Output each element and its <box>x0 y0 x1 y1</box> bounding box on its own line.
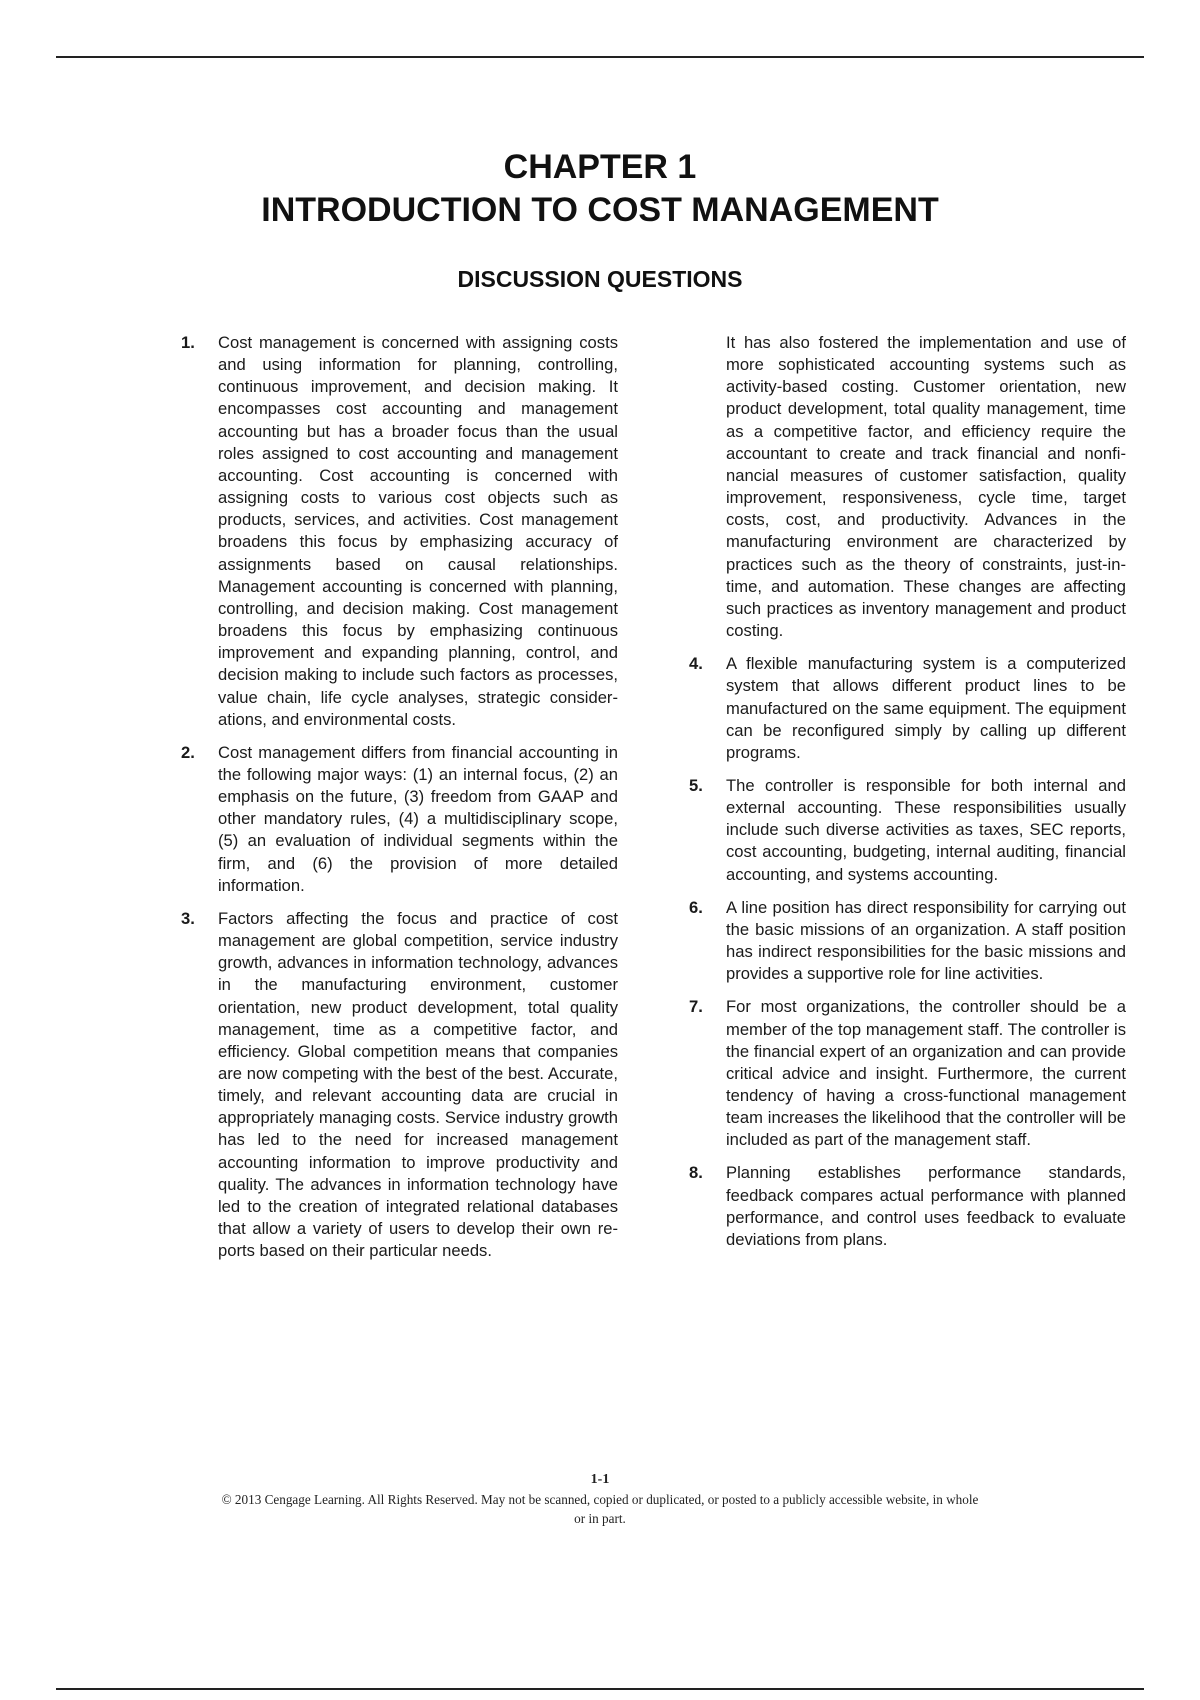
chapter-number: CHAPTER 1 <box>503 148 697 186</box>
question-3 <box>181 908 618 1263</box>
top-rule <box>56 56 1144 58</box>
question-number: 6. <box>689 897 703 917</box>
question-text: Cost management is concerned with assigning costs and using information for planning, controlling, continuous improvement, and decision making. It encompasses cost accounting and management accounting but has a broader focus than the usual roles assigned to cost accounting and management accounting. Cost accounting is concerned with assigning costs to various cost objects such as products, services, and activities. Cost management broadens this focus by emphasizing accuracy of assignments based on causal relationships. Management accounting is concerned with planning, controlling, and decision making. Cost management broadens this focus by emphasizing continuous improvement and expanding planning, control, and decision making to include such factors as processes, value chain, life cycle analyses, strategic considerations, and environmental costs. <box>218 333 618 729</box>
question-text: A flexible manufacturing system is a computerized system that allows different product lines to be manufactured on the same equipment. The equipment can be reconfigured simply by calling up different programs. <box>726 654 1126 762</box>
right-column <box>689 332 1126 1262</box>
question-1 <box>181 332 618 731</box>
question-text: For most organizations, the controller should be a member of the top management staff. The controller is the financial expert of an organization and can provide critical advice and insight. Furthermore, the current tendency of having a cross-functional management team increases the likelihood that the controller will be included as part of the management staff. <box>726 997 1126 1150</box>
question-text: Factors affecting the focus and practice of cost management are global competition, service industry growth, advances in information technology, advances in the manufacturing environment, customer orientation, new product development, total quality management, time as a competitive factor, and efficiency. Global competition means that companies are now competing with the best of the best. Accurate, timely, and relevant accounting data are crucial in appropriately managing costs. Service industry growth has led to the need for increased management accounting information to improve productivity and quality. The advances in information technology have led to the creation of integrated relational databases that allow a variety of users to develop their own reports based on their particular needs. <box>218 908 618 1261</box>
question-6 <box>689 897 1126 986</box>
chapter-heading <box>0 146 1200 232</box>
page-number: 1-1 <box>590 1472 610 1487</box>
question-7 <box>689 996 1126 1151</box>
question-number: 2. <box>181 742 195 762</box>
question-text: The controller is responsible for both internal and external accounting. These responsibilities usually include such diverse activities as taxes, SEC reports, cost accounting, budgeting, internal auditing, financial accounting, and systems accounting. <box>726 775 1126 884</box>
question-number: 4. <box>689 654 703 674</box>
question-number: 8. <box>689 1163 703 1183</box>
page-footer <box>0 1470 1200 1528</box>
question-8 <box>689 1162 1126 1251</box>
question-4 <box>689 653 1126 764</box>
question-text: A line position has direct responsibility for carrying out the basic missions of an organization. A staff position has indirect responsibilities for the basic missions and provides a supportive role for line activities. <box>726 897 1126 984</box>
question-text: Cost management differs from financial accounting in the following major ways: (1) an internal focus, (2) an emphasis on the future, (3) freedom from GAAP and other mandatory rules, (4) a multidisciplinary scope, (5) an evaluation of individual segments within the firm, and (6) the provision of more detailed information. <box>218 742 618 895</box>
question-5 <box>689 775 1126 886</box>
question-2 <box>181 742 618 897</box>
bottom-rule <box>56 1688 1144 1690</box>
question-number: 5. <box>689 775 703 795</box>
question-number: 1. <box>181 333 195 352</box>
section-title: DISCUSSION QUESTIONS <box>457 266 743 292</box>
copyright-notice: © 2013 Cengage Learning. All Rights Reserved. May not be scanned, copied or duplicated, or posted to a publicly accessible website, in whole or in part. <box>221 1492 979 1526</box>
left-column <box>181 332 618 1273</box>
chapter-title: INTRODUCTION TO COST MANAGEMENT <box>261 191 939 229</box>
question-text: It has also fostered the implementation and use of more sophisticated accounting systems such as activity-based costing. Customer orientation, new product development, total quality management, time as a competitive factor, and efficiency require the accountant to create and track financial and nonfinancial measures of customer satisfaction, quality improvement, responsiveness, cycle time, target costs, cost, and productivity. Advances in the manufacturing environment are characterized by practices such as the theory of constraints, just-in-time, and automation. These changes are affecting such practices as inventory management and product costing. <box>726 333 1126 641</box>
question-number: 7. <box>689 997 703 1017</box>
question-number: 3. <box>181 908 195 928</box>
question-text: Planning establishes performance standards, feedback compares actual performance with planned performance, and control uses feedback to evaluate deviations from plans. <box>726 1163 1126 1249</box>
question-3-continued <box>726 332 1126 642</box>
